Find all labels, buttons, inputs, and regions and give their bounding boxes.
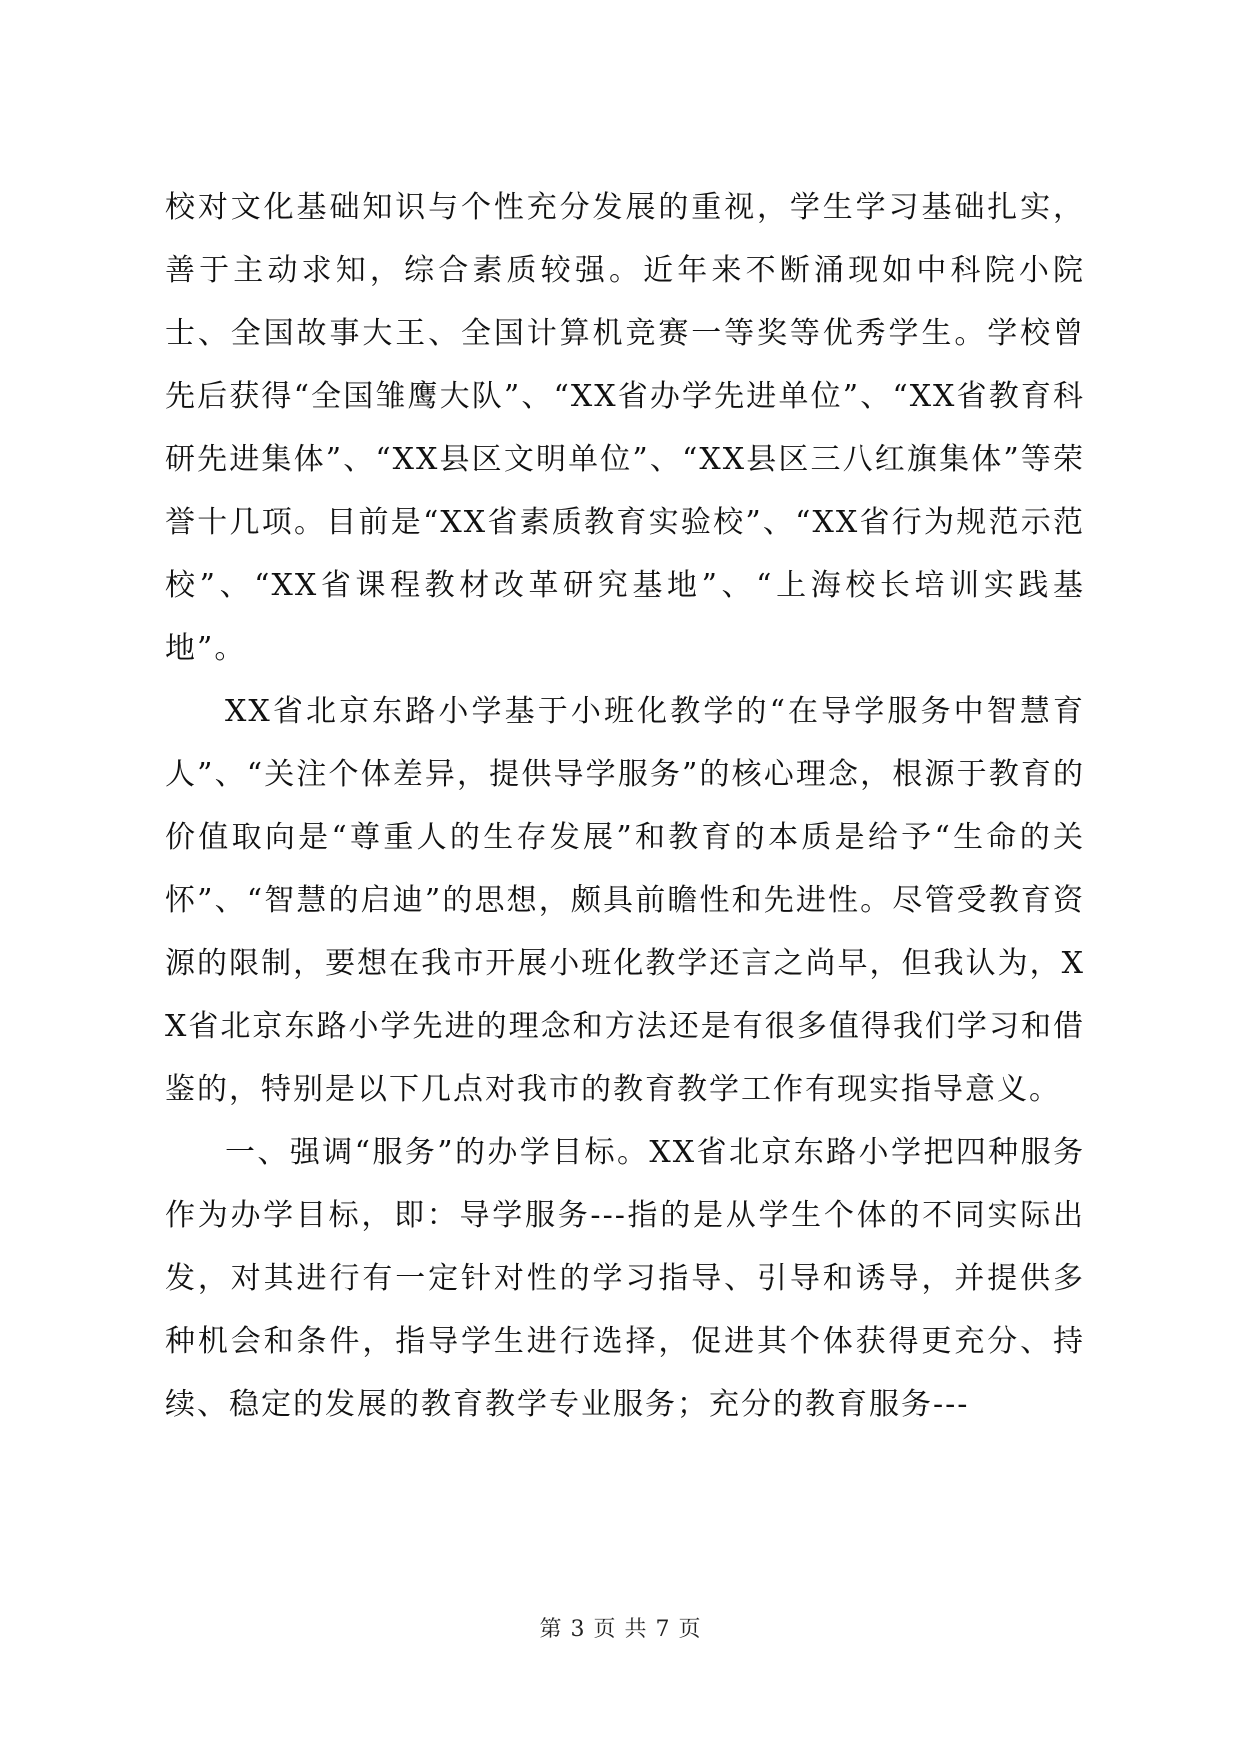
page-number-footer: 第 3 页 共 7 页 [539, 1617, 702, 1642]
paragraph-1: 校对文化基础知识与个性充分发展的重视，学生学习基础扎实，善于主动求知，综合素质较强。近年来不断涌现如中科院小院士、全国故事大王、全国计算机竞赛一等奖等优秀学生。学校曾先后获得“全国雏鹰大队”、“XX省办学先进单位”、“XX省教育科研先进集体”、“XX县区文明单位”、“XX县区三八红旗集体”等荣誉十几项。目前是“XX省素质教育实验校”、“XX省行为规范示范校”、“XX省课程教材改革研究基地”、“上海校长培训实践基地”。 [165, 190, 1085, 666]
paragraph-3: 一、强调“服务”的办学目标。XX省北京东路小学把四种服务作为办学目标，即：导学服务---指的是从学生个体的不同实际出发，对其进行有一定针对性的学习指导、引导和诱导，并提供多种机会和条件，指导学生进行选择，促进其个体获得更充分、持续、稳定的发展的教育教学专业服务；充分的教育服务--- [165, 1135, 1085, 1422]
document-body [165, 176, 1085, 1436]
paragraph-2: XX省北京东路小学基于小班化教学的“在导学服务中智慧育人”、“关注个体差异，提供导学服务”的核心理念，根源于教育的价值取向是“尊重人的生存发展”和教育的本质是给予“生命的关怀”、“智慧的启迪”的思想，颇具前瞻性和先进性。尽管受教育资源的限制，要想在我市开展小班化教学还言之尚早，但我认为，XX省北京东路小学先进的理念和方法还是有很多值得我们学习和借鉴的，特别是以下几点对我市的教育教学工作有现实指导意义。 [165, 694, 1085, 1107]
